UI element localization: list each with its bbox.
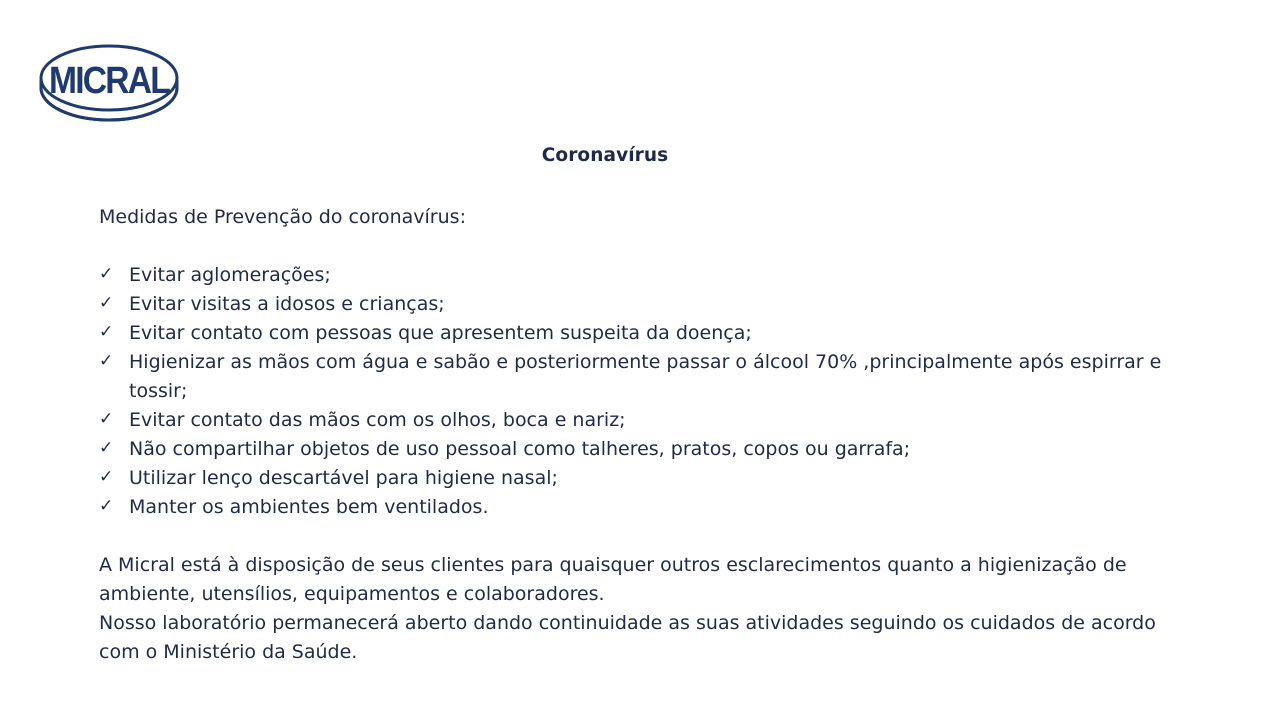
checklist-item [99, 493, 1169, 522]
check-mark-icon: ✓ [99, 322, 114, 342]
check-mark-icon: ✓ [99, 264, 114, 284]
checklist-item-text: Não compartilhar objetos de uso pessoal como talheres, pratos, copos ou garrafa; [129, 438, 911, 460]
micral-logo-graphic [38, 38, 180, 124]
check-mark-icon: ✓ [99, 351, 114, 371]
checklist-item-text: Evitar visitas a idosos e crianças; [129, 293, 445, 315]
check-mark-icon: ✓ [99, 467, 114, 487]
checklist-item [99, 319, 1169, 348]
closing-paragraph-2: Nosso laboratório permanecerá aberto dando continuidade as suas atividades seguindo os cuidados de acordo com o Ministério da Saúde. [99, 612, 1156, 663]
checklist-item-text: Manter os ambientes bem ventilados. [129, 496, 489, 518]
checklist-item-text: Higienizar as mãos com água e sabão e posteriormente passar o álcool 70% ,principalmente após espirrar e tossir; [129, 351, 1162, 402]
document-body [99, 203, 1169, 667]
closing-paragraph-1: A Micral está à disposição de seus clientes para quaisquer outros esclarecimentos quanto a higienização de ambiente, utensílios, equipamentos e colaboradores. [99, 554, 1127, 605]
page-title: Coronavírus [541, 145, 669, 166]
checklist-item-text: Evitar aglomerações; [129, 264, 331, 286]
check-mark-icon: ✓ [99, 496, 114, 516]
prevention-checklist [99, 261, 1169, 522]
checklist-item [99, 406, 1169, 435]
checklist-item [99, 261, 1169, 290]
checklist-item-text: Utilizar lenço descartável para higiene nasal; [129, 467, 558, 489]
closing-section [99, 551, 1169, 667]
checklist-item [99, 464, 1169, 493]
logo-text: MICRAL [49, 60, 171, 102]
checklist-item [99, 435, 1169, 464]
checklist-item-text: Evitar contato das mãos com os olhos, boca e nariz; [129, 409, 626, 431]
check-mark-icon: ✓ [99, 293, 114, 313]
checklist-item-text: Evitar contato com pessoas que apresentem suspeita da doença; [129, 322, 752, 344]
micral-logo [38, 38, 180, 124]
check-mark-icon: ✓ [99, 438, 114, 458]
checklist-item [99, 290, 1169, 319]
check-mark-icon: ✓ [99, 409, 114, 429]
checklist-item [99, 348, 1169, 406]
intro-text: Medidas de Prevenção do coronavírus: [99, 206, 466, 228]
